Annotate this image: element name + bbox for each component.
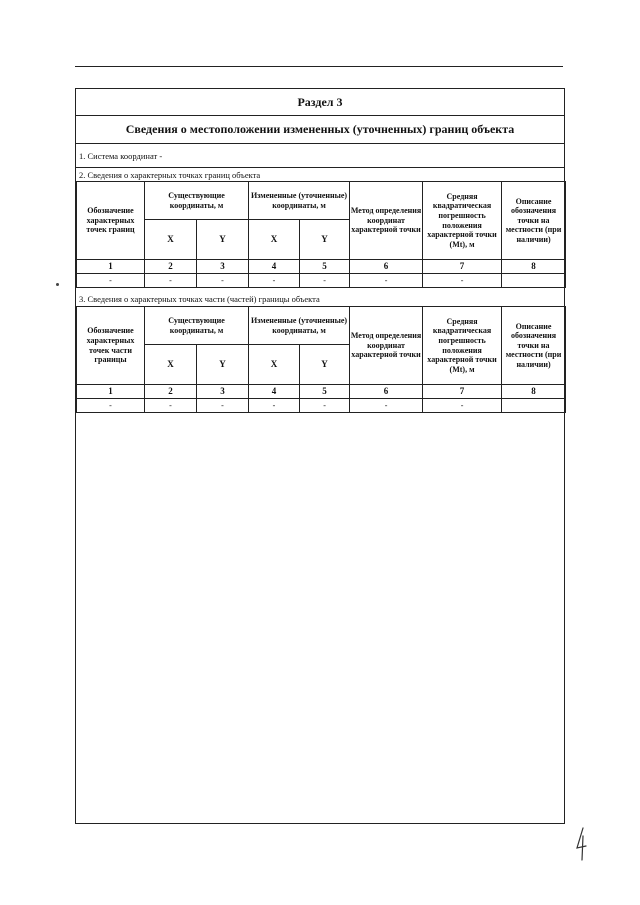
scan-speck	[56, 283, 59, 286]
table-cell	[502, 274, 566, 288]
top-rule	[75, 66, 563, 67]
col-x2-header: X	[249, 220, 300, 260]
col-changed-header: Измененные (уточненные) координаты, м	[249, 307, 350, 345]
col-number: 5	[300, 260, 350, 274]
col-number: 4	[249, 385, 300, 399]
col-existing-header: Существующие координаты, м	[145, 182, 249, 220]
col-x-header: X	[145, 345, 197, 385]
col-number: 8	[502, 260, 566, 274]
table-cell: -	[197, 274, 249, 288]
section-title: Раздел 3	[76, 89, 564, 116]
col-y2-header: Y	[300, 220, 350, 260]
table1-caption: 2. Сведения о характерных точках границ объекта	[79, 169, 261, 180]
col-designation-header: Обозначение характерных точек границ	[77, 182, 145, 260]
col-designation-header: Обозначение характерных точек части границы	[77, 307, 145, 385]
col-x-header: X	[145, 220, 197, 260]
col-number: 6	[350, 260, 423, 274]
coordinate-system-line: 1. Система координат -	[76, 144, 564, 168]
col-y-header: Y	[197, 345, 249, 385]
col-description-header: Описание обозначения точки на местности (при наличии)	[502, 307, 566, 385]
table-cell: -	[77, 399, 145, 413]
col-number: 7	[423, 260, 502, 274]
document-frame	[75, 88, 565, 824]
table-cell: -	[249, 399, 300, 413]
table-cell: -	[145, 399, 197, 413]
table-cell	[502, 399, 566, 413]
table-cell: -	[300, 274, 350, 288]
table-cell: -	[350, 274, 423, 288]
table-cell: -	[423, 274, 502, 288]
col-number: 3	[197, 385, 249, 399]
table-cell: -	[145, 274, 197, 288]
col-changed-header: Измененные (уточненные) координаты, м	[249, 182, 350, 220]
col-number: 7	[423, 385, 502, 399]
col-number: 2	[145, 385, 197, 399]
main-title: Сведения о местоположении измененных (уточненных) границ объекта	[76, 116, 564, 144]
col-number: 1	[77, 260, 145, 274]
col-existing-header: Существующие координаты, м	[145, 307, 249, 345]
col-method-header: Метод определения координат характерной точки	[350, 182, 423, 260]
table-part-boundary-points	[76, 306, 566, 413]
handwritten-page-number	[574, 826, 588, 862]
col-error-header: Средняя квадратическая погрешность положения характерной точки (Mt), м	[423, 182, 502, 260]
table-cell: -	[350, 399, 423, 413]
table2-caption: 3. Сведения о характерных точках части (частей) границы объекта	[79, 294, 320, 304]
col-y-header: Y	[197, 220, 249, 260]
col-number: 8	[502, 385, 566, 399]
col-number: 6	[350, 385, 423, 399]
col-number: 5	[300, 385, 350, 399]
col-number: 4	[249, 260, 300, 274]
col-number: 1	[77, 385, 145, 399]
col-number: 2	[145, 260, 197, 274]
col-y2-header: Y	[300, 345, 350, 385]
table-cell: -	[249, 274, 300, 288]
col-number: 3	[197, 260, 249, 274]
table-boundary-points	[76, 181, 566, 288]
table-cell: -	[77, 274, 145, 288]
col-method-header: Метод определения координат характерной точки	[350, 307, 423, 385]
table-cell: -	[300, 399, 350, 413]
col-description-header: Описание обозначения точки на местности (при наличии)	[502, 182, 566, 260]
table-cell: -	[197, 399, 249, 413]
col-error-header: Средняя квадратическая погрешность положения характерной точки (Mt), м	[423, 307, 502, 385]
col-x2-header: X	[249, 345, 300, 385]
table-cell: -	[423, 399, 502, 413]
